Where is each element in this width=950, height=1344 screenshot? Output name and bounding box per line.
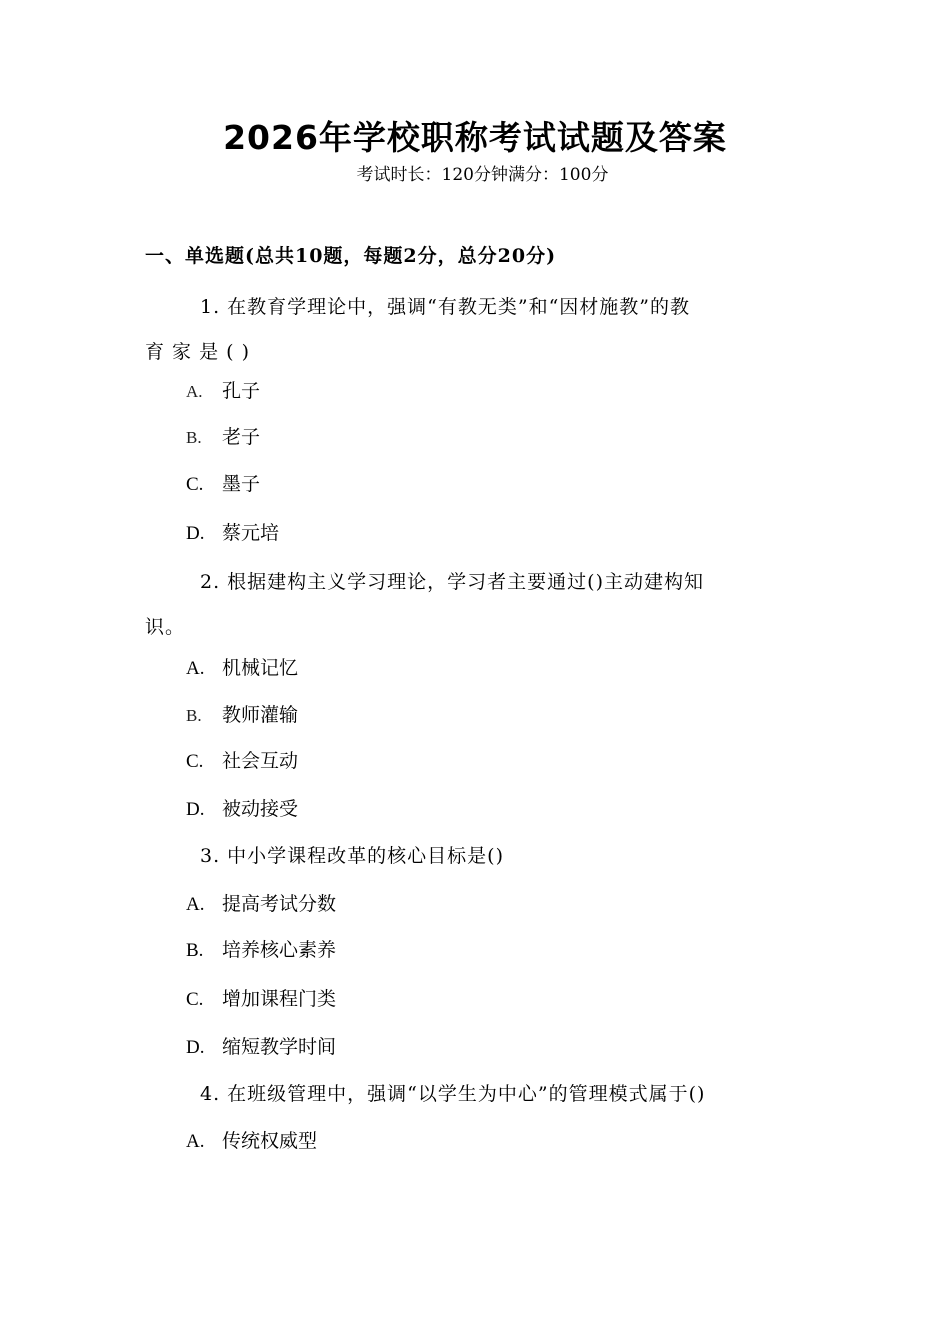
option-letter: A.: [186, 382, 203, 401]
question-text-continued: 识。: [145, 616, 186, 638]
question-2: [145, 567, 815, 639]
option-b: [186, 422, 260, 449]
option-text: 被动接受: [222, 798, 299, 820]
option-text: 蔡元培: [222, 522, 280, 544]
question-text: 1. 在教育学理论中，强调“有教无类”和“因材施教”的教: [200, 296, 691, 318]
option-letter: B.: [186, 706, 202, 725]
section-heading: 一、单选题(总共10题，每题2分，总分20分): [145, 245, 557, 267]
option-letter: C.: [186, 989, 204, 1010]
option-text: 孔子: [222, 380, 261, 402]
exam-info: 考试时长：120分钟满分：100分: [356, 165, 609, 185]
option-letter: D.: [186, 523, 205, 544]
option-text: 社会互动: [222, 750, 299, 772]
option-c: [186, 469, 260, 496]
option-b: [186, 935, 336, 962]
option-letter: B.: [186, 428, 202, 447]
option-letter: D.: [186, 799, 205, 820]
option-c: [186, 984, 336, 1011]
question-4: 4. 在班级管理中，强调“以学生为中心”的管理模式属于(): [200, 1083, 706, 1105]
option-text: 教师灌输: [222, 704, 299, 726]
document-title: 2026年学校职称考试试题及答案: [223, 118, 727, 157]
option-letter: A.: [186, 658, 205, 679]
option-d: [186, 518, 279, 545]
question-3: 3. 中小学课程改革的核心目标是(): [200, 845, 504, 867]
option-letter: A.: [186, 1131, 205, 1152]
option-a: [186, 1126, 317, 1153]
option-text: 培养核心素养: [222, 939, 337, 961]
option-d: [186, 1032, 336, 1059]
option-a: [186, 889, 336, 916]
option-text: 墨子: [222, 473, 261, 495]
option-text: 传统权威型: [222, 1130, 318, 1152]
option-letter: B.: [186, 940, 204, 961]
option-letter: C.: [186, 474, 204, 495]
question-1: [145, 292, 815, 364]
option-text: 提高考试分数: [222, 893, 337, 915]
option-d: [186, 794, 298, 821]
option-letter: C.: [186, 751, 204, 772]
option-b: [186, 700, 298, 727]
option-letter: D.: [186, 1037, 205, 1058]
option-a: [186, 376, 260, 403]
option-a: [186, 653, 298, 680]
option-letter: A.: [186, 894, 205, 915]
option-text: 老子: [222, 426, 261, 448]
option-text: 机械记忆: [222, 657, 299, 679]
question-text: 2. 根据建构主义学习理论，学习者主要通过()主动建构知: [200, 571, 704, 593]
option-text: 缩短教学时间: [222, 1036, 337, 1058]
question-text-continued: 育 家 是 ( ): [145, 341, 250, 363]
option-c: [186, 746, 298, 773]
option-text: 增加课程门类: [222, 988, 337, 1010]
